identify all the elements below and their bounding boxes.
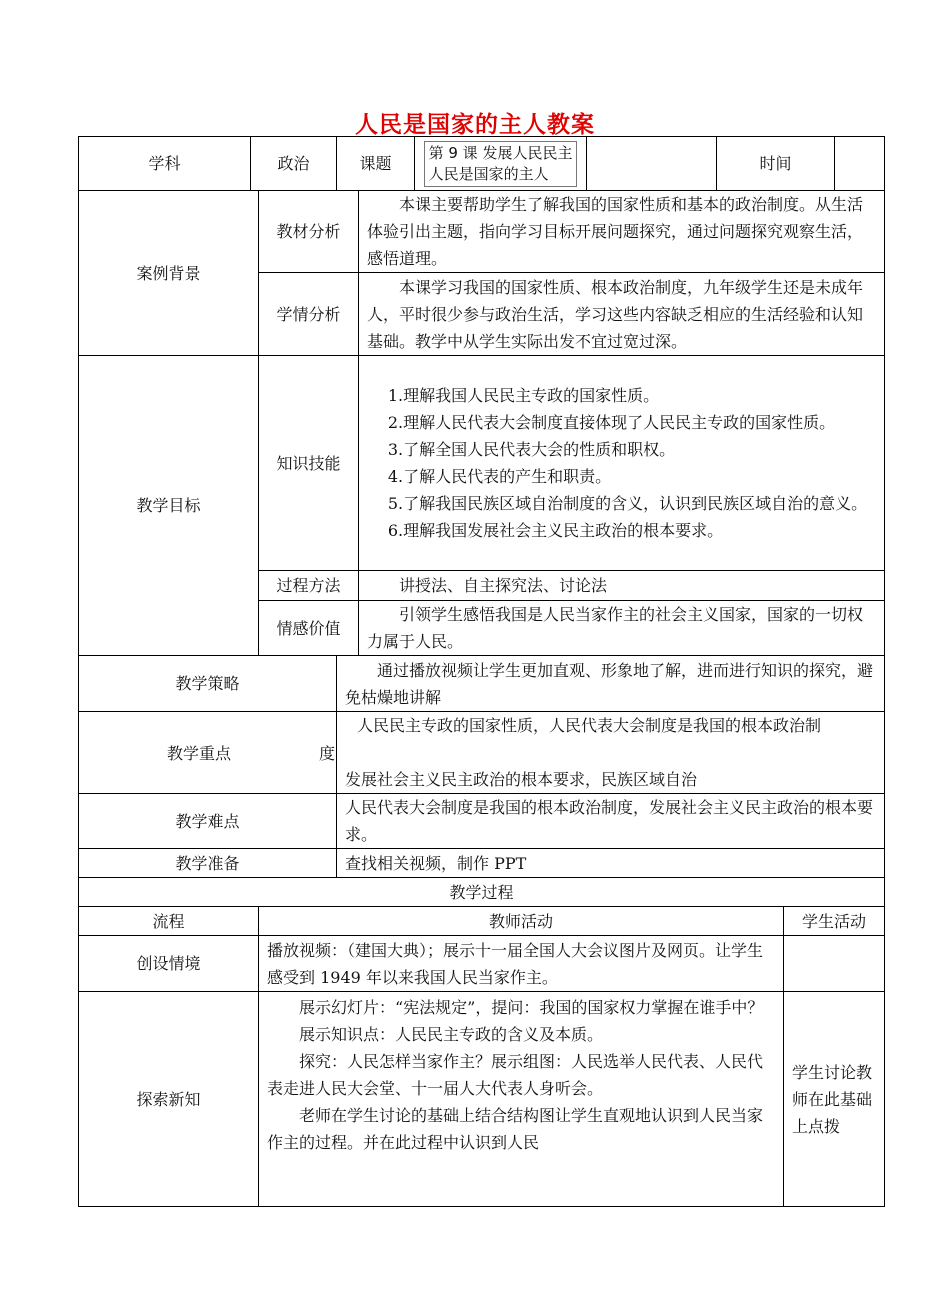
difficulties-row <box>79 794 885 849</box>
col-teacher: 教师活动 <box>259 907 784 936</box>
process-student <box>784 936 885 992</box>
teacher-paragraph: 老师在学生讨论的基础上结合结构图让学生直观地认识到人民当家作主的过程。并在此过程中认识到人民 <box>267 1106 764 1152</box>
lesson-title-line1: 第 9 课 发展人民民主 <box>428 143 573 162</box>
students-text: 本课学习我国的国家性质、根本政治制度，九年级学生还是未成年人，平时很少参与政治生活，学习这些内容缺乏相应的生活经验和认知基础。教学中从学生实际出发不宜过宽过深。 <box>359 273 885 356</box>
students-label: 学情分析 <box>259 273 359 356</box>
textbook-label: 教材分析 <box>259 191 359 273</box>
knowledge-item: 3.了解全国人民代表大会的性质和职权。 <box>387 440 676 459</box>
header-row <box>79 137 885 191</box>
background-label: 案例背景 <box>79 191 259 356</box>
preparation-row <box>79 849 885 878</box>
difficulties-label: 教学难点 <box>79 794 337 849</box>
process-heading: 教学过程 <box>79 878 885 907</box>
process-teacher: 播放视频：（建国大典）；展示十一届全国人大会议图片及网页。让学生感受到 1949 年以来我国人民当家作主。 <box>259 936 784 992</box>
strategy-label: 教学策略 <box>79 656 337 712</box>
keypoints-line1: 人民民主专政的国家性质，人民代表大会制度是我国的根本政治制 <box>357 716 822 735</box>
lesson-plan-table <box>78 136 885 1207</box>
keypoints-text <box>337 712 885 794</box>
keypoints-label: 教学重点 <box>167 744 232 763</box>
time-label: 时间 <box>717 137 835 191</box>
process-row <box>79 936 885 992</box>
process-text: 讲授法、自主探究法、讨论法 <box>359 571 885 601</box>
subject-value: 政治 <box>251 137 337 191</box>
subject-label: 学科 <box>79 137 251 191</box>
knowledge-item: 6.理解我国发展社会主义民主政治的根本要求。 <box>387 521 724 540</box>
strategy-text: 通过播放视频让学生更加直观、形象地了解，进而进行知识的探究，避免枯燥地讲解 <box>337 656 885 712</box>
process-heading-row <box>79 878 885 907</box>
keypoints-row <box>79 712 885 794</box>
teacher-paragraph: 展示幻灯片：“宪法规定”，提问：我国的国家权力掌握在谁手中？ <box>299 998 764 1017</box>
process-row <box>79 992 885 1207</box>
topic-label: 课题 <box>337 137 415 191</box>
goals-label: 教学目标 <box>79 356 259 656</box>
difficulties-text: 人民代表大会制度是我国的根本政治制度，发展社会主义民主政治的根本要求。 <box>337 794 885 849</box>
lesson-title-box <box>424 141 578 187</box>
emotion-text: 引领学生感悟我国是人民当家作主的社会主义国家，国家的一切权力属于人民。 <box>359 601 885 656</box>
teacher-paragraph: 探究：人民怎样当家作主？展示组图：人民选举人民代表、人民代表走进人民大会堂、十一届人大代表人身听会。 <box>267 1052 764 1098</box>
knowledge-item: 5.了解我国民族区域自治制度的含义，认识到民族区域自治的意义。 <box>387 494 868 513</box>
col-flow: 流程 <box>79 907 259 936</box>
strategy-row <box>79 656 885 712</box>
process-flow: 探索新知 <box>79 992 259 1207</box>
teacher-paragraph: 展示知识点：人民民主专政的含义及本质。 <box>299 1025 604 1044</box>
time-value <box>835 137 885 191</box>
keypoints-label-cell <box>79 712 337 794</box>
topic-blank <box>587 137 717 191</box>
knowledge-item: 1.理解我国人民民主专政的国家性质。 <box>387 386 660 405</box>
emotion-label: 情感价值 <box>259 601 359 656</box>
document-title: 人民是国家的主人教案 <box>355 112 595 138</box>
preparation-label: 教学准备 <box>79 849 337 878</box>
textbook-text: 本课主要帮助学生了解我国的国家性质和基本的政治制度。从生活体验引出主题，指向学习目标开展问题探究，通过问题探究观察生活，感悟道理。 <box>359 191 885 273</box>
process-teacher <box>259 992 784 1207</box>
knowledge-item: 4.了解人民代表的产生和职责。 <box>387 467 612 486</box>
keypoints-label-tail: 度 <box>319 744 336 763</box>
topic-value <box>415 137 587 191</box>
process-flow: 创设情境 <box>79 936 259 992</box>
process-student: 学生讨论教师在此基础上点拨 <box>784 992 885 1207</box>
keypoints-line2: 发展社会主义民主政治的根本要求，民族区域自治 <box>345 770 698 789</box>
knowledge-list <box>359 356 885 571</box>
process-columns-row <box>79 907 885 936</box>
lesson-title-line2: 人民是国家的主人 <box>428 164 549 183</box>
goals-row-knowledge <box>79 356 885 571</box>
knowledge-label: 知识技能 <box>259 356 359 571</box>
process-label: 过程方法 <box>259 571 359 601</box>
preparation-text: 查找相关视频，制作 PPT <box>337 849 885 878</box>
knowledge-item: 2.理解人民代表大会制度直接体现了人民民主专政的国家性质。 <box>387 413 836 432</box>
background-row-textbook <box>79 191 885 273</box>
col-student: 学生活动 <box>784 907 885 936</box>
